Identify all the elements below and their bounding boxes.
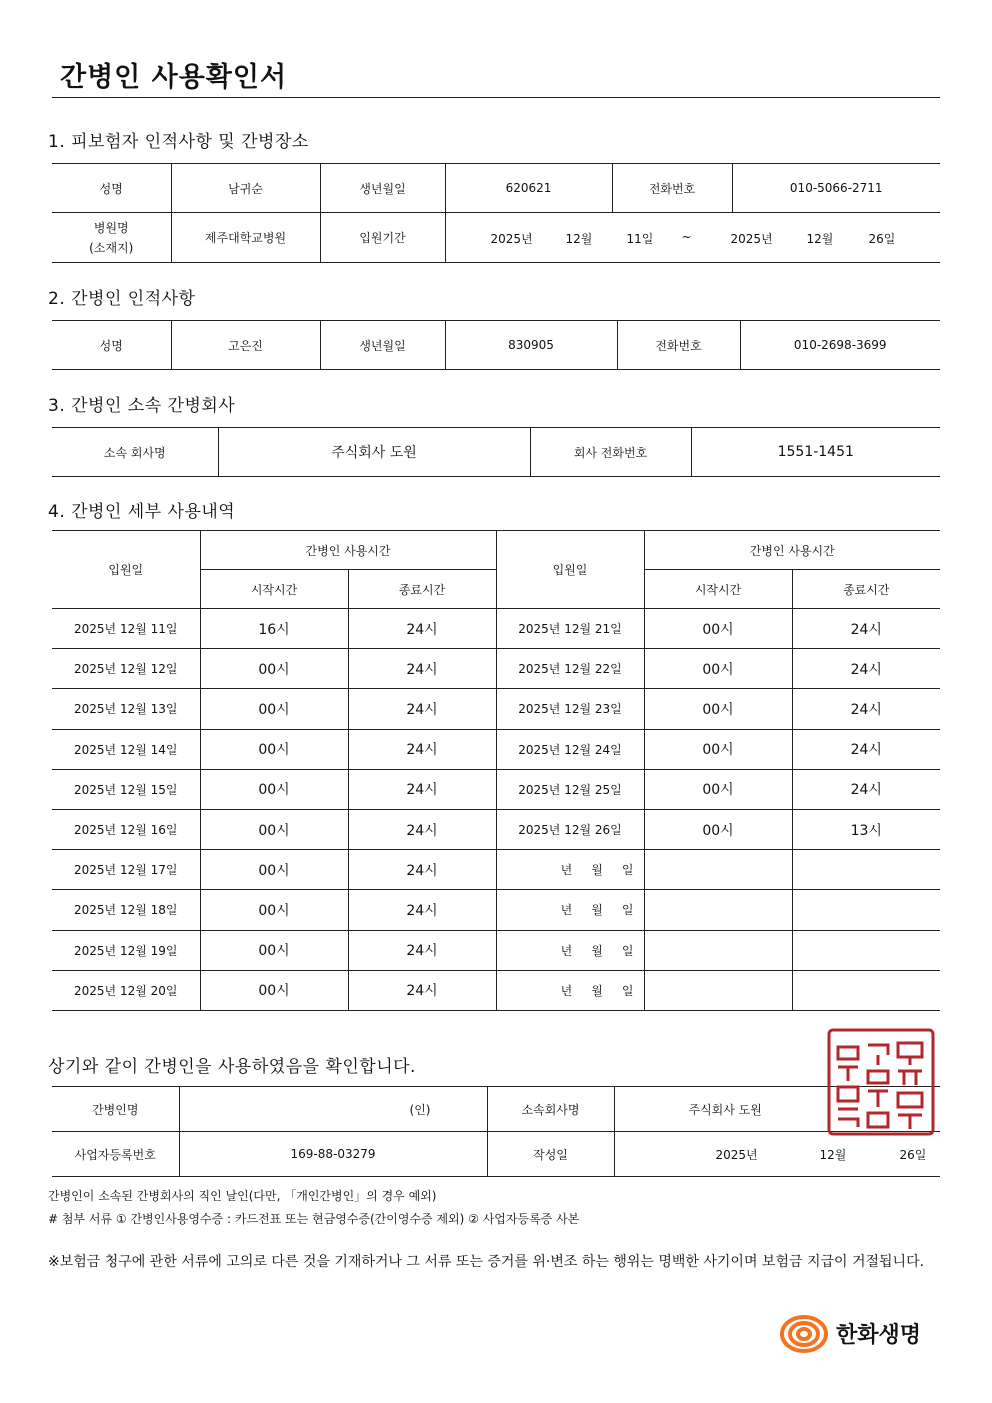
hanwha-life-logo [778,1310,938,1356]
attachment-note: # 첨부 서류 ① 간병인사용영수증 : 카드전표 또는 현금영수증(간이영수증 제외) ② 사업자등록증 사본 [48,1212,580,1226]
usage-row [52,809,940,849]
insured-phone-label: 전화번호 [612,164,732,213]
logo-text: 한화생명 [836,1323,922,1348]
start-cell-left[interactable]: 00시 [200,850,348,890]
date-cell-left[interactable]: 2025년 12월 16일 [52,809,200,849]
sign-company-name: 주식회사 도원 [688,1102,762,1117]
end-cell-right[interactable]: 13시 [792,809,940,849]
caregiver-sign-field[interactable] [179,1087,487,1132]
bizno[interactable]: 169-88-03279 [179,1132,487,1177]
usage-row [52,970,940,1010]
usage-row [52,890,940,930]
insured-birth[interactable]: 620621 [445,164,612,213]
end-header-left: 종료시간 [348,570,496,609]
period-end-month: 12월 [806,231,834,246]
end-cell-right[interactable] [792,890,940,930]
caregiver-info-table [52,320,940,370]
insured-phone[interactable]: 010-5066-2711 [732,164,940,213]
stamp-glyph-col3 [898,1043,922,1129]
bizno-label: 사업자등록번호 [52,1132,179,1177]
end-cell-right[interactable]: 24시 [792,769,940,809]
start-cell-left[interactable]: 00시 [200,649,348,689]
period-end-year: 2025년 [730,231,773,246]
end-cell-right[interactable] [792,970,940,1010]
start-header-right: 시작시간 [644,570,792,609]
start-cell-right[interactable]: 00시 [644,609,792,649]
date-cell-right[interactable]: 년 월 일 [496,970,644,1010]
start-cell-right[interactable] [644,930,792,970]
period-start-year: 2025년 [490,231,533,246]
company-phone-label: 회사 전화번호 [530,428,691,477]
caregiver-phone-label: 전화번호 [617,321,740,370]
usage-row [52,850,940,890]
usage-row [52,609,940,649]
period-start-month: 12월 [565,231,593,246]
admission-period[interactable] [445,213,940,263]
period-label: 입원기간 [320,213,445,263]
period-tilde: ~ [681,229,692,244]
fraud-warning: ※보험금 청구에 관한 서류에 고의로 다른 것을 기재하거나 그 서류 또는 증거를 위·변조 하는 행위는 명백한 사기이며 보험금 지급이 거절됩니다. [48,1254,925,1270]
company-seal-stamp [826,1027,936,1137]
caregiver-birth[interactable]: 830905 [445,321,617,370]
end-cell-right[interactable]: 24시 [792,649,940,689]
hospital-name[interactable]: 제주대학교병원 [171,213,320,263]
start-cell-left[interactable]: 16시 [200,609,348,649]
caregiver-phone[interactable]: 010-2698-3699 [740,321,940,370]
date-cell-right[interactable]: 2025년 12월 26일 [496,809,644,849]
date-cell-left[interactable]: 2025년 12월 11일 [52,609,200,649]
date-header-right: 입원일 [496,531,644,609]
start-cell-right[interactable] [644,970,792,1010]
start-cell-left[interactable]: 00시 [200,930,348,970]
end-cell-right[interactable] [792,930,940,970]
usage-header-right: 간병인 사용시간 [644,531,940,570]
start-cell-right[interactable]: 00시 [644,729,792,769]
insured-name[interactable]: 남귀순 [171,164,320,213]
end-cell-left[interactable]: 24시 [348,850,496,890]
end-cell-right[interactable]: 24시 [792,729,940,769]
stamp-glyph-col1 [838,1047,858,1127]
start-cell-left[interactable]: 00시 [200,769,348,809]
date-cell-left[interactable]: 2025년 12월 20일 [52,970,200,1010]
end-header-right: 종료시간 [792,570,940,609]
start-cell-right[interactable]: 00시 [644,649,792,689]
end-cell-left[interactable]: 24시 [348,809,496,849]
usage-header-left: 간병인 사용시간 [200,531,496,570]
date-cell-left[interactable]: 2025년 12월 14일 [52,729,200,769]
usage-row [52,769,940,809]
company-info-table [52,427,940,477]
period-end-day: 26일 [868,231,896,246]
hanwha-logo-icon [778,1310,830,1356]
date-cell-right[interactable]: 년 월 일 [496,850,644,890]
start-cell-left[interactable]: 00시 [200,729,348,769]
signature-table [52,1086,940,1177]
date-cell-left[interactable]: 2025년 12월 18일 [52,890,200,930]
date-cell-right[interactable]: 2025년 12월 22일 [496,649,644,689]
start-cell-right[interactable] [644,890,792,930]
page-title: 간병인 사용확인서 [60,62,288,93]
date-cell-right[interactable]: 년 월 일 [496,930,644,970]
end-cell-left[interactable]: 24시 [348,729,496,769]
start-cell-left[interactable]: 00시 [200,890,348,930]
date-cell-right[interactable]: 2025년 12월 23일 [496,689,644,729]
end-cell-left[interactable]: 24시 [348,769,496,809]
written-date[interactable] [614,1132,940,1177]
written-month: 12월 [819,1148,847,1162]
section1-heading: 1. 피보험자 인적사항 및 간병장소 [48,132,309,152]
company-label: 소속 회사명 [52,428,218,477]
date-cell-right[interactable]: 2025년 12월 25일 [496,769,644,809]
usage-row [52,930,940,970]
end-cell-left[interactable]: 24시 [348,930,496,970]
end-cell-right[interactable]: 24시 [792,609,940,649]
end-cell-left[interactable]: 24시 [348,609,496,649]
usage-row [52,689,940,729]
date-cell-right[interactable]: 년 월 일 [496,890,644,930]
date-cell-left[interactable]: 2025년 12월 13일 [52,689,200,729]
stamp-glyph-col2 [868,1045,888,1127]
caregiver-sign-label: 간병인명 [52,1087,179,1132]
confirm-text: 상기와 같이 간병인을 사용하였음을 확인합니다. [48,1057,416,1077]
end-cell-left[interactable]: 24시 [348,649,496,689]
caregiver-name-label: 성명 [52,321,171,370]
insured-name-label: 성명 [52,164,171,213]
caregiver-name[interactable]: 고은진 [171,321,320,370]
date-header-left: 입원일 [52,531,200,609]
written-date-label: 작성일 [487,1132,614,1177]
written-day: 26일 [899,1148,927,1162]
insured-birth-label: 생년월일 [320,164,445,213]
start-cell-right[interactable]: 00시 [644,769,792,809]
section2-heading: 2. 간병인 인적사항 [48,289,196,309]
hospital-label [52,213,171,263]
start-cell-left[interactable]: 00시 [200,809,348,849]
date-cell-left[interactable]: 2025년 12월 17일 [52,850,200,890]
insured-info-table [52,163,940,263]
seal-note: 간병인이 소속된 간병회사의 직인 날인(다만, 「개인간병인」의 경우 예외) [48,1189,437,1203]
date-cell-left[interactable]: 2025년 12월 19일 [52,930,200,970]
start-header-left: 시작시간 [200,570,348,609]
start-cell-left[interactable]: 00시 [200,970,348,1010]
start-cell-left[interactable]: 00시 [200,689,348,729]
date-cell-right[interactable]: 2025년 12월 24일 [496,729,644,769]
usage-row [52,729,940,769]
usage-row [52,649,940,689]
start-cell-right[interactable] [644,850,792,890]
end-cell-left[interactable]: 24시 [348,970,496,1010]
section4-heading: 4. 간병인 세부 사용내역 [48,502,236,522]
company-name[interactable]: 주식회사 도원 [218,428,530,477]
end-cell-right[interactable] [792,850,940,890]
date-cell-left[interactable]: 2025년 12월 15일 [52,769,200,809]
date-cell-right[interactable]: 2025년 12월 21일 [496,609,644,649]
end-cell-left[interactable]: 24시 [348,689,496,729]
start-cell-right[interactable]: 00시 [644,809,792,849]
usage-detail-table [52,530,940,1011]
company-phone[interactable]: 1551-1451 [691,428,940,477]
end-cell-right[interactable]: 24시 [792,689,940,729]
sign-company-label: 소속회사명 [487,1087,614,1132]
section3-heading: 3. 간병인 소속 간병회사 [48,396,236,416]
period-start-day: 11일 [626,231,654,246]
seal-mark: (인) [409,1102,431,1117]
date-cell-left[interactable]: 2025년 12월 12일 [52,649,200,689]
start-cell-right[interactable]: 00시 [644,689,792,729]
title-divider [52,97,940,98]
hospital-label-main: 병원명 [93,221,129,235]
caregiver-birth-label: 생년월일 [320,321,445,370]
written-year: 2025년 [715,1148,758,1162]
end-cell-left[interactable]: 24시 [348,890,496,930]
hospital-label-sub: (소재지) [89,241,134,255]
